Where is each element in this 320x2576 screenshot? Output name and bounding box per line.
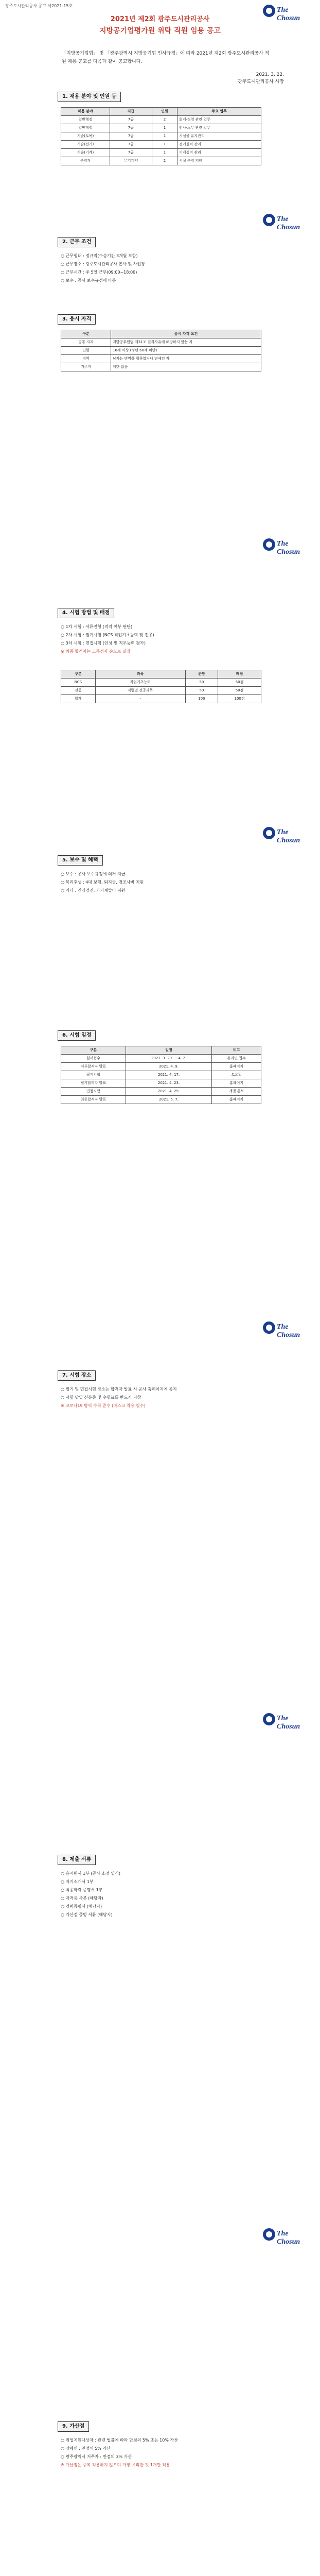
intro-text: 「지방공기업법」 및 「광주광역시 지방공기업 인사규정」에 따라 2021년 제2회 광주도시관리공사 직원 채용 공고를 다음과 같이 공고합니다. xyxy=(62,51,270,64)
body-line: ○ 자격증 사본 (해당자) xyxy=(61,1896,103,1901)
table-cell: 2021. 4. 9. xyxy=(126,1063,211,1071)
body-line: ○ 최종학력 증명서 1부 xyxy=(61,1888,103,1892)
table-cell: 운영직 xyxy=(61,157,110,165)
logo-mark-icon xyxy=(262,2228,276,2241)
logo xyxy=(262,536,310,556)
table-header: 구분 xyxy=(61,670,96,679)
section-heading: 4. 시험 방법 및 배점 xyxy=(58,608,114,618)
logo-mark-icon xyxy=(262,1713,276,1726)
section-heading: 9. 가산점 xyxy=(58,2421,89,2432)
body-line: ○ 1차 시험 : 서류전형 (적격 여부 판단) xyxy=(61,624,133,629)
table-header: 인원 xyxy=(152,108,177,116)
table-cell: 기계설비 관리 xyxy=(177,149,261,157)
table-cell: 최종합격자 발표 xyxy=(61,1096,126,1104)
logo xyxy=(262,1710,310,1731)
table-row xyxy=(61,1079,261,1088)
table-header: 과목 xyxy=(95,670,185,679)
table-cell: - xyxy=(95,695,185,703)
page-title: 지방공기업평가원 위탁 직원 임용 공고 xyxy=(99,27,221,35)
body-line: ○ 경력증명서 (해당자) xyxy=(61,1904,102,1909)
table-row xyxy=(61,1096,261,1104)
table-header: 배점 xyxy=(218,670,261,679)
table-cell: 시설 운영 지원 xyxy=(177,157,261,165)
table-row xyxy=(61,363,261,371)
table-cell: 50점 xyxy=(218,687,261,695)
table-cell: 2 xyxy=(152,116,177,124)
recruitment-table xyxy=(61,107,261,165)
table-row xyxy=(61,132,261,141)
table-cell: 2021. 4. 17. xyxy=(126,1071,211,1079)
table-cell: 2021. 5. 7. xyxy=(126,1096,211,1104)
table-row xyxy=(61,149,261,157)
logo xyxy=(262,211,310,229)
table-cell: 홈페이지 xyxy=(212,1079,261,1088)
table-cell: 50 xyxy=(185,687,218,695)
table-row xyxy=(61,1055,261,1063)
logo-mark-icon xyxy=(262,826,276,840)
table-cell: 7급 xyxy=(110,124,152,132)
schedule-table xyxy=(61,1046,261,1104)
section-heading: 5. 보수 및 혜택 xyxy=(58,855,103,866)
table-row xyxy=(61,338,261,347)
table-cell: 기술(전기) xyxy=(61,141,110,149)
body-line: ○ 자기소개서 1부 xyxy=(61,1879,94,1884)
body-line: ○ 2차 시험 : 필기시험 (NCS 직업기초능력 및 전공) xyxy=(61,633,154,637)
notice-org: 광주도시관리공사 사장 xyxy=(238,79,284,84)
body-line: ○ 보수 : 공사 보수규정에 의거 지급 xyxy=(61,872,126,876)
section-body xyxy=(61,623,261,656)
section-heading: 6. 시험 일정 xyxy=(58,1030,96,1041)
table-cell: 2021. 3. 29. ~ 4. 2. xyxy=(126,1055,211,1063)
logo xyxy=(262,1319,310,1339)
table-cell: 2021. 4. 23. xyxy=(126,1079,211,1088)
table-cell: 7급 xyxy=(110,116,152,124)
table-row xyxy=(61,116,261,124)
table-cell: 홈페이지 xyxy=(212,1096,261,1104)
table-cell: 서류합격자 발표 xyxy=(61,1063,126,1071)
table-cell: 회계·경영 관련 업무 xyxy=(177,116,261,124)
table-cell: 7급 xyxy=(110,141,152,149)
table-cell: 거주지 xyxy=(61,363,111,371)
logo-text: The Chosun xyxy=(277,540,300,556)
body-line: ○ 보수 : 공사 보수규정에 따름 xyxy=(61,278,116,283)
section-heading: 7. 시험 장소 xyxy=(58,1370,96,1381)
table-cell: 필기합격자 발표 xyxy=(61,1079,126,1088)
table-header: 구분 xyxy=(61,330,111,338)
table-cell: 개별 통보 xyxy=(212,1088,261,1096)
section-heading: 2. 근무 조건 xyxy=(58,237,96,247)
table-cell: 기술(기계) xyxy=(61,149,110,157)
body-line: ○ 3차 시험 : 면접시험 (인성 및 직무능력 평가) xyxy=(61,641,146,646)
table-header: 비고 xyxy=(212,1046,261,1055)
table-cell: 직렬별 전공과목 xyxy=(95,687,185,695)
table-row xyxy=(61,157,261,165)
table-cell: 온라인 접수 xyxy=(212,1055,261,1063)
table-cell: 직업기초능력 xyxy=(95,679,185,687)
table-row xyxy=(61,124,261,132)
table-cell: 원서접수 xyxy=(61,1055,126,1063)
table-header: 구분 xyxy=(61,1046,126,1055)
logo-text: The Chosun xyxy=(277,828,300,844)
table-cell: 전기설비 관리 xyxy=(177,141,261,149)
body-line: ○ 장애인 : 만점의 5% 가산 xyxy=(61,2446,111,2451)
table-header: 일정 xyxy=(126,1046,211,1055)
table-cell: 합계 xyxy=(61,695,96,703)
logo-text: The Chosun xyxy=(277,1715,300,1731)
body-line: ○ 근무장소 : 광주도시관리공사 본사 및 사업장 xyxy=(61,262,146,266)
logo xyxy=(262,824,310,842)
title-block xyxy=(0,13,320,36)
table-cell: 지방공무원법 제31조 결격사유에 해당하지 않는 자 xyxy=(111,338,261,347)
table-cell: 1 xyxy=(152,141,177,149)
section-body xyxy=(61,2437,261,2470)
table-cell: 무기계약 xyxy=(110,157,152,165)
body-line: ○ 광주광역시 거주자 : 만점의 3% 가산 xyxy=(61,2454,132,2459)
table-cell: 1 xyxy=(152,132,177,141)
table-row xyxy=(61,347,261,355)
table-header: 응시 자격 요건 xyxy=(111,330,261,338)
logo-text: The Chosun xyxy=(277,1323,300,1339)
table-cell: 연령 xyxy=(61,347,111,355)
logo-mark-icon xyxy=(262,538,276,551)
section-body xyxy=(61,1870,261,1920)
table-row xyxy=(61,687,261,695)
eligibility-table xyxy=(61,330,261,371)
table-cell: 일반행정 xyxy=(61,124,110,132)
body-line: ○ 기타 : 건강검진, 자기계발비 지원 xyxy=(61,888,126,893)
table-row xyxy=(61,1063,261,1071)
table-cell: 홈페이지 xyxy=(212,1063,261,1071)
table-cell: 일반행정 xyxy=(61,116,110,124)
title-small: 2021년 제2회 광주도시관리공사 xyxy=(110,15,210,23)
body-line: ○ 근무형태 : 정규직(수습기간 3개월 포함) xyxy=(61,253,138,258)
table-cell: 2 xyxy=(152,157,177,165)
table-cell: 시설물 유지관리 xyxy=(177,132,261,141)
logo xyxy=(262,2226,310,2246)
table-header: 주요 업무 xyxy=(177,108,261,116)
table-cell: 100 xyxy=(185,695,218,703)
table-cell: 50 xyxy=(185,679,218,687)
table-cell: 면접시험 xyxy=(61,1088,126,1096)
table-cell: 7급 xyxy=(110,149,152,157)
table-cell: 제한 없음 xyxy=(111,363,261,371)
logo-text: The Chosun xyxy=(277,6,300,22)
table-row xyxy=(61,1071,261,1079)
table-cell: 18세 이상 (정년 60세 미만) xyxy=(111,347,261,355)
notice-number: 광주도시관리공사 공고 제2021-15호 xyxy=(5,4,73,8)
body-line: ※ 최종 합격자는 고득점자 순으로 결정 xyxy=(61,649,131,654)
table-cell: 50점 xyxy=(218,679,261,687)
logo-mark-icon xyxy=(262,1321,276,1334)
body-line: ※ 코로나19 방역 수칙 준수 (마스크 착용 필수) xyxy=(61,1403,146,1408)
table-cell: 병역 xyxy=(61,355,111,363)
table-cell: 남자는 병역을 필하였거나 면제된 자 xyxy=(111,355,261,363)
section-body xyxy=(61,252,261,285)
table-cell: 토요일 xyxy=(212,1071,261,1079)
logo-text: The Chosun xyxy=(277,2230,300,2246)
table-cell: 100점 xyxy=(218,695,261,703)
body-line: ○ 취업지원대상자 : 관련 법률에 따라 만점의 5% 또는 10% 가산 xyxy=(61,2438,178,2443)
table-cell: 1 xyxy=(152,149,177,157)
logo-text: The Chosun xyxy=(277,215,300,231)
table-cell: 2021. 4. 29. xyxy=(126,1088,211,1096)
table-cell: 공통 자격 xyxy=(61,338,111,347)
date-org xyxy=(238,71,284,86)
body-line: ○ 시험 당일 신분증 및 수험표를 반드시 지참 xyxy=(61,1395,141,1400)
body-line: ※ 가산점은 중복 적용하지 않으며 가장 유리한 것 1개만 적용 xyxy=(61,2463,170,2467)
table-row xyxy=(61,355,261,363)
table-cell: NCS xyxy=(61,679,96,687)
table-row xyxy=(61,679,261,687)
table-header: 채용 분야 xyxy=(61,108,110,116)
body-line: ○ 가산점 증빙 서류 (해당자) xyxy=(61,1912,113,1917)
section-body xyxy=(61,871,261,895)
section-heading: 8. 제출 서류 xyxy=(58,1855,96,1865)
table-row xyxy=(61,141,261,149)
table-row xyxy=(61,695,261,703)
body-line: ○ 응시원서 1부 (공사 소정 양식) xyxy=(61,1871,121,1876)
section-body xyxy=(61,1386,261,1411)
logo-mark-icon xyxy=(262,213,276,227)
table-cell: 7급 xyxy=(110,132,152,141)
body-line: ○ 필기 및 면접시험 장소는 합격자 발표 시 공사 홈페이지에 공지 xyxy=(61,1387,177,1392)
notice-date: 2021. 3. 22. xyxy=(256,72,284,77)
table-cell: 1 xyxy=(152,124,177,132)
table-cell: 전공 xyxy=(61,687,96,695)
table-row xyxy=(61,1088,261,1096)
table-header: 직급 xyxy=(110,108,152,116)
body-line: ○ 근무시간 : 주 5일 근무(09:00~18:00) xyxy=(61,270,137,275)
table-header: 문항 xyxy=(185,670,218,679)
table-cell: 인사·노무 관련 업무 xyxy=(177,124,261,132)
exam-score-table xyxy=(61,670,261,703)
section-heading: 1. 채용 분야 및 인원 등 xyxy=(58,92,121,102)
body-line: ○ 복리후생 : 4대 보험, 퇴직금, 경조사비 지원 xyxy=(61,880,144,885)
section-heading: 3. 응시 자격 xyxy=(58,314,96,325)
table-cell: 필기시험 xyxy=(61,1071,126,1079)
table-cell: 기술(토목) xyxy=(61,132,110,141)
